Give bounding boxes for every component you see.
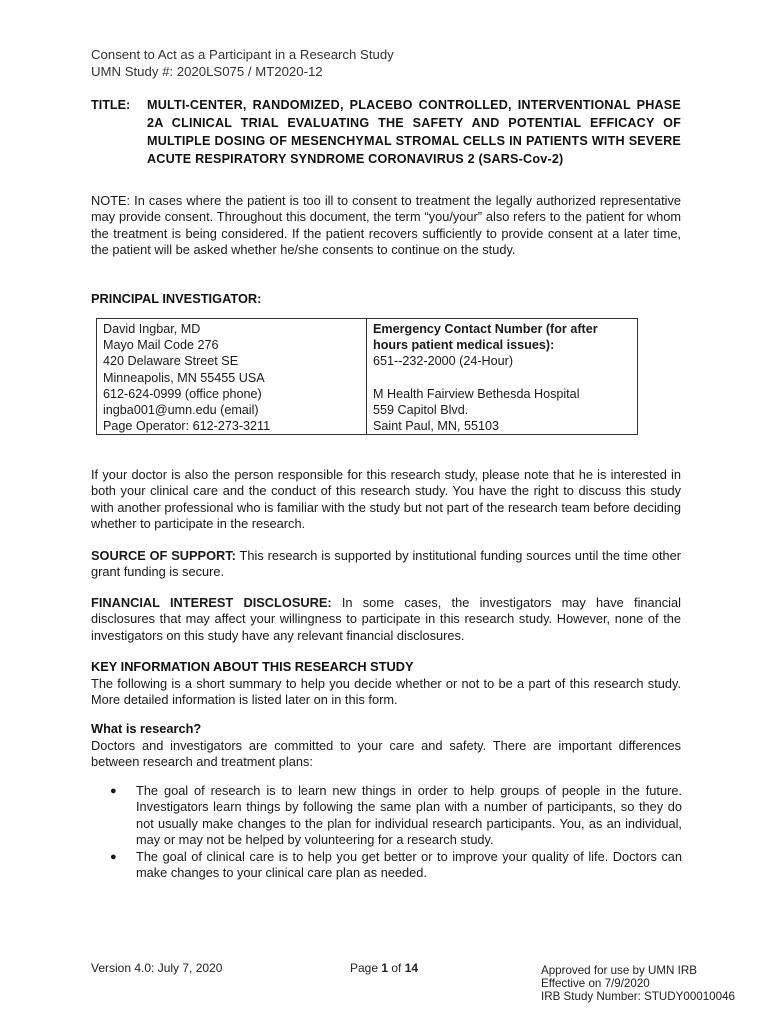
emergency-heading-line-1: Emergency Contact Number (for after [373,322,598,336]
investigator-contact-cell [97,319,367,435]
pi-street: 420 Delaware Street SE [103,354,239,369]
list-item-text: The goal of clinical care is to help you get better or to improve your quality of life. Doctors can make changes to your clinical care plan as needed. [136,848,682,881]
financial-disclosure-label: FINANCIAL INTEREST DISCLOSURE: [91,595,332,610]
page-of: of [388,961,405,975]
note-paragraph: NOTE: In cases where the patient is too ill to consent to treatment the legally authorized representative may provide consent. Throughout this document, the term “you/your” also refers to the patient for whom the treatment is being considered. If the patient recovers sufficiently to provide consent at a later time, the patient will be asked whether he/she consents to continue on the study. [91,193,681,257]
list-item [110,849,682,882]
emergency-spacer [373,370,631,386]
irb-effective-date: Effective on 7/9/2020 [541,977,650,990]
footer-version: Version 4.0: July 7, 2020 [91,961,223,975]
header-form-title: Consent to Act as a Participant in a Research Study [91,47,394,62]
key-information-heading: KEY INFORMATION ABOUT THIS RESEARCH STUDY [91,659,414,674]
key-information-text: The following is a short summary to help you decide whether or not to be a part of this research study. More detailed information is listed later on in this form. [91,676,681,708]
hospital-street: 559 Capitol Blvd. [373,402,469,417]
principal-investigator-heading: PRINCIPAL INVESTIGATOR: [91,291,262,306]
pi-page-operator: Page Operator: 612-273-3211 [103,419,271,434]
emergency-contact-cell [367,319,638,435]
pi-phone: 612-624-0999 (office phone) [103,386,262,401]
document-header [91,46,394,80]
what-is-research-heading: What is research? [91,721,202,736]
bullet-icon: ● [110,785,117,797]
list-item [110,783,682,849]
source-of-support-text: This research is supported by institutional funding sources until the time other grant funding is secure. [91,548,681,580]
irb-approval-stamp [541,964,735,1003]
bullet-icon: ● [110,850,117,863]
source-of-support-label: SOURCE OF SUPPORT: [91,548,236,563]
study-title: MULTI-CENTER, RANDOMIZED, PLACEBO CONTROLLED, INTERVENTIONAL PHASE 2A CLINICAL TRIAL EVALUATING THE SAFETY AND POTENTIAL EFFICACY OF MULTIPLE DOSING OF MESENCHYMAL STROMAL CELLS IN PATIENTS WITH SEVERE ACUTE RESPIRATORY SYNDROME CORONAVIRUS 2 (SARS-Cov-2) [147,98,681,166]
research-vs-care-list [110,783,682,881]
hospital-city: Saint Paul, MN, 55103 [373,419,500,434]
pi-mail-code: Mayo Mail Code 276 [103,338,219,353]
hospital-name: M Health Fairview Bethesda Hospital [373,386,580,401]
emergency-heading-line-2: hours patient medical issues): [373,338,555,353]
pi-email: ingba001@umn.edu (email) [103,403,259,418]
pi-city: Minneapolis, MN 55455 USA [103,370,265,385]
page-prefix: Page [350,961,382,975]
investigator-contact-table [96,318,638,435]
footer-page-number [350,961,418,975]
pi-name: David Ingbar, MD [103,322,201,336]
irb-approval-line: Approved for use by UMN IRB [541,964,697,977]
financial-disclosure-paragraph [91,595,681,644]
what-is-research-text: Doctors and investigators are committed to your care and safety. There are important differences between research and treatment plans: [91,738,681,770]
page-total: 14 [404,961,419,975]
source-of-support-paragraph [91,548,681,581]
list-item-text: The goal of research is to learn new things in order to help groups of people in the future. Investigators learn things by following the same plan with a number of participants, so they do not usually make changes to the plan for individual research participants. You, as an individual, may or may not be helped by volunteering for a research study. [136,783,682,848]
title-label: TITLE: [91,98,131,112]
page-current: 1 [381,961,389,975]
doctor-paragraph: If your doctor is also the person responsible for this research study, please note that he is interested in both your clinical care and the conduct of this research study. You have the right to discuss this study with another professional who is familiar with the study but not part of the research team before deciding whether to participate in the research. [91,467,681,531]
financial-disclosure-text: In some cases, the investigators may have financial disclosures that may affect your willingness to participate in this research study. However, none of the investigators on this study have any relevant financial disclosures. [91,595,681,643]
emergency-phone: 651--232-2000 (24-Hour) [373,354,514,369]
irb-study-number: IRB Study Number: STUDY00010046 [541,990,735,1003]
header-study-number: UMN Study #: 2020LS075 / MT2020-12 [91,64,323,79]
